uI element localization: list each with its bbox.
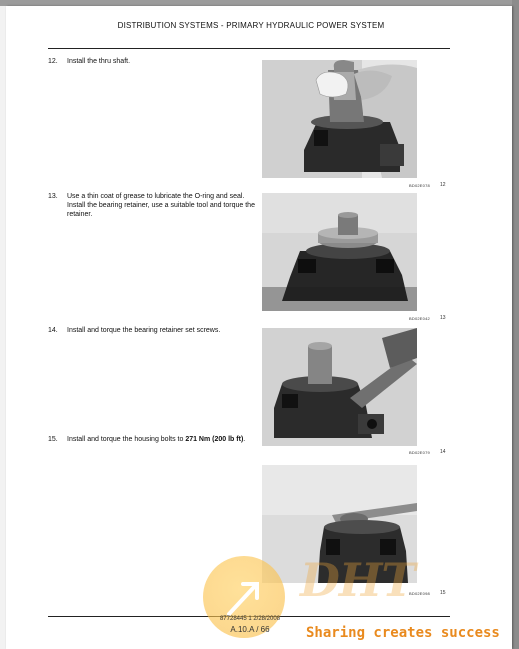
step-text: Install and torque the bearing retainer set screws. xyxy=(67,327,221,334)
figure-number: 14 xyxy=(440,449,446,455)
figure-number: 15 xyxy=(440,590,446,596)
watermark-logo-text: DHT xyxy=(300,553,415,607)
document-number: 87728445 1 2/28/2008 xyxy=(219,616,281,622)
watermark-slogan: Sharing creates success xyxy=(306,625,500,641)
figure-12-photo xyxy=(262,60,417,178)
step-number: 15. xyxy=(48,436,58,443)
document-page xyxy=(6,6,512,649)
torque-value: 271 Nm (200 lb ft) xyxy=(185,436,244,443)
step-number: 14. xyxy=(48,327,58,334)
figure-code: BD02E042 xyxy=(409,316,430,321)
step-text-before: Install and torque the housing bolts to xyxy=(67,436,186,443)
step-15 xyxy=(48,435,258,465)
step-text-after: . xyxy=(243,436,246,443)
figure-number: 12 xyxy=(440,182,446,188)
step-number: 13. xyxy=(48,193,58,200)
page-number: A.10.A / 66 xyxy=(230,625,270,634)
step-13 xyxy=(48,192,258,232)
header-rule xyxy=(48,48,450,49)
step-text: Use a thin coat of grease to lubricate the O-ring and seal. Install the bearing retainer, use a suitable tool and torque the retainer. xyxy=(67,193,255,218)
figure-number: 13 xyxy=(440,315,446,321)
viewer-scrollbar[interactable] xyxy=(512,0,519,649)
figure-code: BD02E078 xyxy=(409,183,430,188)
step-12 xyxy=(48,57,258,97)
figure-code: BD02E098 xyxy=(409,591,430,596)
page-header: DISTRIBUTION SYSTEMS - PRIMARY HYDRAULIC POWER SYSTEM xyxy=(117,21,385,30)
figure-code: BD02E079 xyxy=(409,450,430,455)
step-text: Install the thru shaft. xyxy=(67,58,131,65)
step-text xyxy=(67,435,257,444)
step-number: 12. xyxy=(48,58,58,65)
step-14 xyxy=(48,326,258,346)
figure-13-photo xyxy=(262,193,417,311)
figure-14-photo xyxy=(262,328,417,446)
